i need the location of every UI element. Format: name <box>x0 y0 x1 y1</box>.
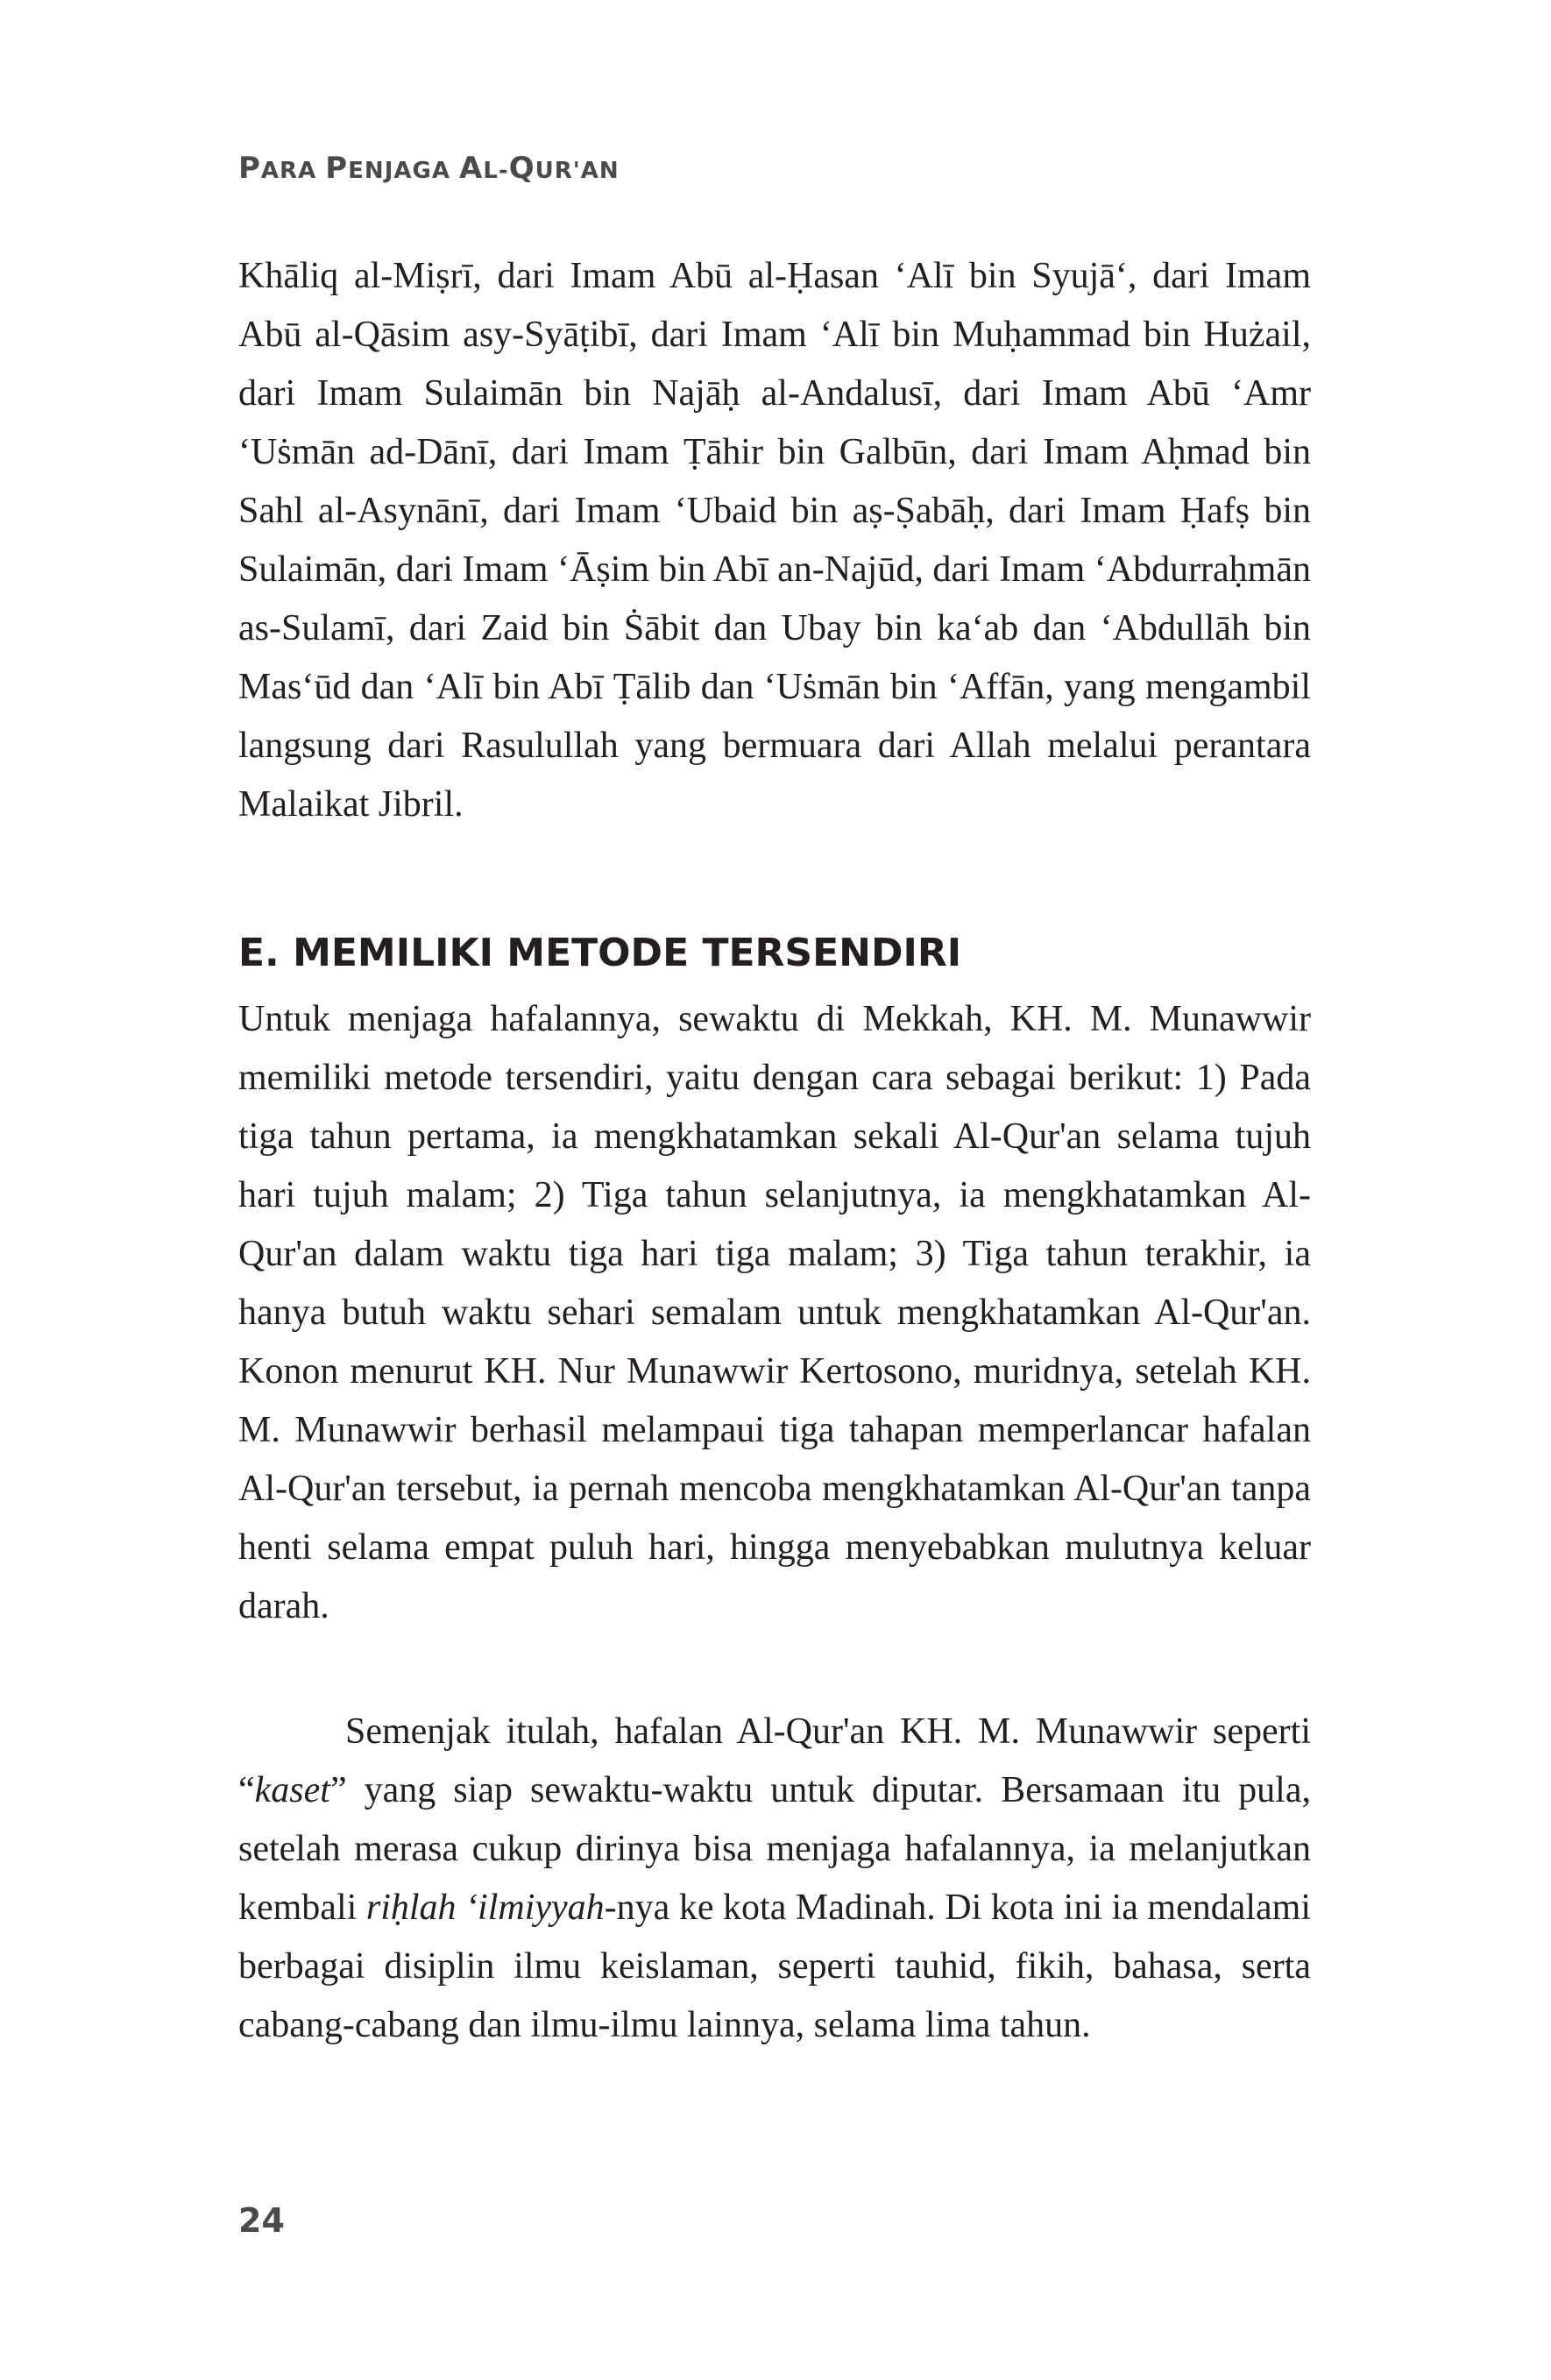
running-head-text: ENJAGA <box>348 158 450 184</box>
running-head-initial: Q <box>508 151 535 186</box>
paragraph-after <box>238 1703 1311 2055</box>
running-head-initial: P <box>325 151 349 186</box>
italic-term: kaset <box>254 1770 330 1810</box>
paragraph-text: Khāliq al-Miṣrī, dari Imam Abū al-Ḥasan ‘Alī bin Syujā‘, dari Imam Abū al-Qāsim asy-Syāṭibī, dari Imam ‘Alī bin Muḥammad bin Hużail, dari Imam Sulaimān bin Najāḥ al-Andalusī, dari Imam Abū ‘Amr ‘Uṡmān ad-Dānī, dari Imam Ṭāhir bin Galbūn, dari Imam Aḥmad bin Sahl al-Asynānī, dari Imam ‘Ubaid bin aṣ-Ṣabāḥ, dari Imam Ḥafṣ bin Sulaimān, dari Imam ‘Āṣim bin Abī an-Najūd, dari Imam ‘Abdurraḥmān as-Sulamī, dari Zaid bin Ṡābit dan Ubay bin ka‘ab dan ‘Abdullāh bin Mas‘ūd dan ‘Alī bin Abī Ṭālib dan ‘Uṡmān bin ‘Affān, yang mengambil langsung dari Rasulullah yang bermuara dari Allah melalui perantara Malaikat Jibril. <box>238 256 1311 825</box>
running-head-initial: A <box>459 151 484 186</box>
text-run: -nya ke kota Madinah. Di kota ini ia mendalami berbagai disiplin ilmu keislaman, seperti tauhid, fikih, bahasa, serta cabang-cabang dan ilmu-ilmu lainnya, selama lima tahun. <box>238 1888 1311 2045</box>
running-head <box>238 151 620 186</box>
paragraph-method <box>238 990 1311 1636</box>
paragraph-text: Untuk menjaga hafalannya, sewaktu di Mekkah, KH. M. Munawwir memiliki metode tersendiri, yaitu dengan cara sebagai berikut: 1) Pada tiga tahun pertama, ia mengkhatamkan sekali Al-Qur'an selama tujuh hari tujuh malam; 2) Tiga tahun selanjutnya, ia mengkhatamkan Al-Qur'an dalam waktu tiga hari tiga malam; 3) Tiga tahun terakhir, ia hanya butuh waktu sehari semalam untuk mengkhatamkan Al-Qur'an. Konon menurut KH. Nur Munawwir Kertosono, muridnya, setelah KH. M. Munawwir berhasil melampaui tiga tahapan memperlancar hafalan Al-Qur'an tersebut, ia pernah mencoba mengkhatamkan Al-Qur'an tanpa henti selama empat puluh hari, hingga menyebabkan mulutnya keluar darah. <box>238 999 1311 1626</box>
italic-term: riḥlah ‘ilmiyyah <box>365 1888 605 1928</box>
paragraph-sanad <box>238 247 1311 834</box>
running-head-text: ARA <box>260 158 317 184</box>
text-run: Semenjak itulah, hafalan Al-Qur'an KH. M. Munawwir seperti “ <box>238 1711 1311 1810</box>
running-head-initial: P <box>238 151 261 186</box>
running-head-text: UR'AN <box>535 158 620 184</box>
text-run: ” yang siap sewaktu-waktu untuk diputar. Bersamaan itu pula, setelah merasa cukup dirinya bisa menjaga hafalannya, ia melanjutkan kembali <box>238 1770 1311 1928</box>
section-heading: E. MEMILIKI METODE TERSENDIRI <box>238 931 962 975</box>
paragraph-text <box>238 1703 1311 2055</box>
running-head-text: L- <box>483 158 509 184</box>
page-number: 24 <box>238 2201 285 2240</box>
